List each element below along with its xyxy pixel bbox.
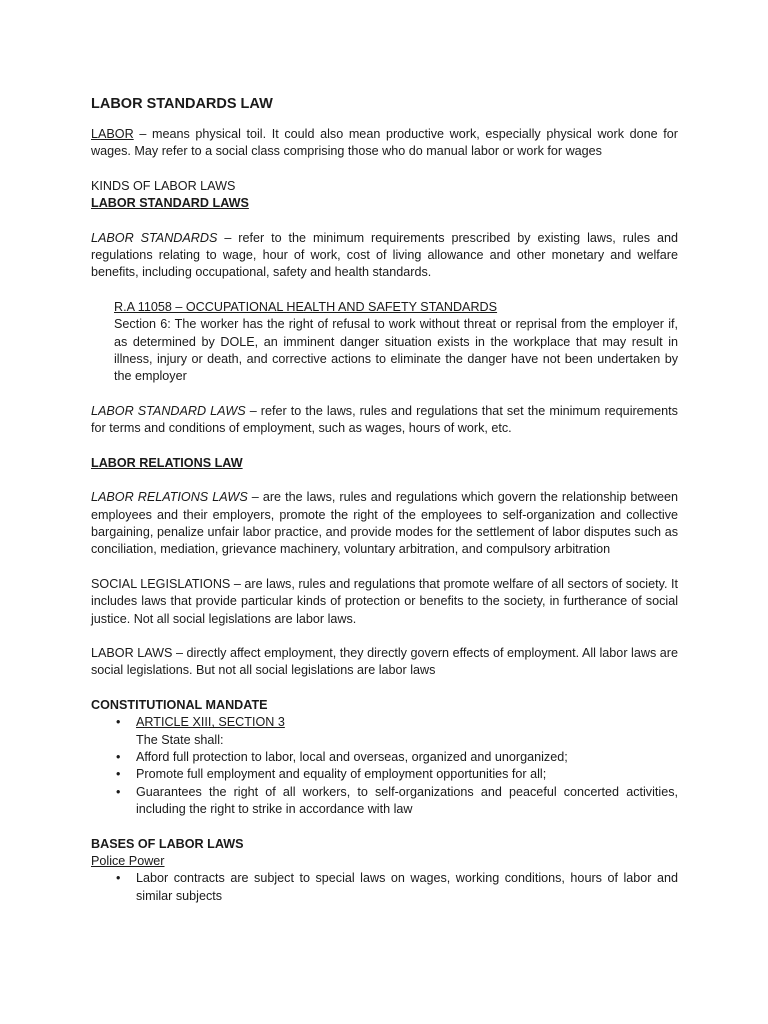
constitutional-heading: CONSTITUTIONAL MANDATE bbox=[91, 697, 268, 712]
list-item bbox=[91, 870, 678, 905]
document-title: LABOR STANDARDS LAW bbox=[91, 96, 273, 112]
document-page bbox=[91, 94, 678, 922]
labor-laws-paragraph: LABOR LAWS – directly affect employment, they directly govern effects of employment. All labor laws are social legislations. But not all social legislations are labor laws bbox=[91, 645, 678, 678]
bullet-icon: • bbox=[116, 871, 121, 886]
labor-standard-laws-heading: LABOR STANDARD LAWS bbox=[91, 196, 249, 211]
labor-standard-laws-definition bbox=[91, 403, 678, 438]
labor-def-text: – means physical toil. It could also mean productive work, especially physical work done for wages. May refer to a social class comprising those who do manual labor or work for wages bbox=[91, 127, 678, 159]
bullet-icon: • bbox=[116, 749, 121, 764]
constitutional-list bbox=[91, 714, 678, 818]
list-item bbox=[91, 749, 678, 766]
labor-standard-laws-def-text: – refer to the laws, rules and regulations that set the minimum requirements for terms and conditions of employment, such as wages, hours of work, etc. bbox=[91, 403, 678, 436]
labor-standard-laws-term: LABOR STANDARD LAWS bbox=[91, 403, 246, 418]
labor-relations-heading: LABOR RELATIONS LAW bbox=[91, 455, 243, 470]
police-power-list bbox=[91, 870, 678, 905]
social-legislations-paragraph: SOCIAL LEGISLATIONS – are laws, rules and regulations that promote welfare of all sectors of society. It includes laws that provide particular kinds of protection or benefits to the society, in furtherance of social justice. Not all social legislations are labor laws. bbox=[91, 576, 678, 626]
labor-standards-definition bbox=[91, 230, 678, 282]
labor-standards-def-text: – refer to the minimum requirements prescribed by existing laws, rules and regulations relating to wage, hour of work, cost of living allowance and other monetary and welfare benefits, including occupational, safety and health standards. bbox=[91, 230, 678, 280]
bullet-icon: • bbox=[116, 715, 121, 730]
bullet-icon: • bbox=[116, 767, 121, 782]
ra-section-text: Section 6: The worker has the right of refusal to work without threat or reprisal from the employer if, as determined by DOLE, an imminent danger situation exists in the workplace that may result in illness, injury or death, and corrective actions to eliminate the danger have not been undertaken by the employer bbox=[114, 317, 678, 384]
labor-term: LABOR bbox=[91, 127, 134, 141]
mandate-item-text: Afford full protection to labor, local and overseas, organized and unorganized; bbox=[136, 749, 568, 764]
labor-standards-term: LABOR STANDARDS bbox=[91, 230, 218, 245]
bases-heading: BASES OF LABOR LAWS bbox=[91, 836, 244, 851]
list-item bbox=[91, 766, 678, 783]
bullet-icon: • bbox=[116, 784, 121, 799]
list-item bbox=[91, 714, 678, 731]
mandate-item-text: Promote full employment and equality of employment opportunities for all; bbox=[136, 767, 547, 782]
state-shall-text: The State shall: bbox=[136, 732, 224, 747]
kinds-heading: KINDS OF LABOR LAWS bbox=[91, 178, 236, 193]
ra-heading: R.A 11058 – OCCUPATIONAL HEALTH AND SAFETY STANDARDS bbox=[114, 299, 498, 314]
ra-11058-block bbox=[114, 299, 678, 386]
mandate-item-text: Guarantees the right of all workers, to self-organizations and peaceful concerted activities, including the right to strike in accordance with law bbox=[136, 784, 678, 817]
list-item bbox=[91, 784, 678, 819]
police-item-text: Labor contracts are subject to special laws on wages, working conditions, hours of labor and similar subjects bbox=[136, 871, 678, 903]
labor-relations-def-text: – are the laws, rules and regulations which govern the relationship between employees and their employers, promote the right of the employees to self-organization and collective bargaining, penalize unfair labor practice, and provide modes for the settlement of labor disputes such as conciliation, mediation, grievance machinery, voluntary arbitration, and compulsory arbitration bbox=[91, 490, 679, 557]
labor-relations-definition bbox=[91, 489, 678, 559]
labor-definition bbox=[91, 126, 678, 161]
police-power-heading: Police Power bbox=[91, 854, 165, 868]
article-reference: ARTICLE XIII, SECTION 3 bbox=[136, 715, 285, 730]
labor-relations-term: LABOR RELATIONS LAWS bbox=[91, 490, 248, 505]
list-item bbox=[91, 732, 678, 749]
